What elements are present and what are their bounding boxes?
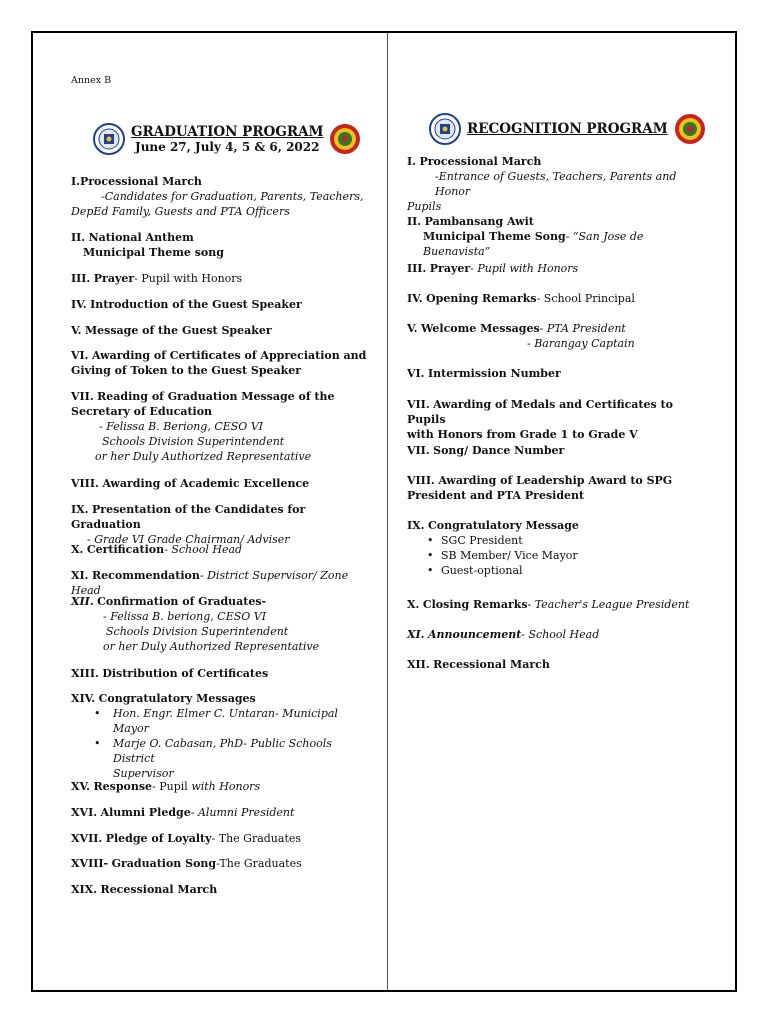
grad-item-10: X. Certification- School Head [71,543,243,556]
grad-item-3: III. Prayer- Pupil with Honors [71,272,243,285]
rec-item-2: II. Pambansang Awit Municipal Theme Song- “San Jose de Buenavista” [407,215,644,258]
grad-item-6: VI. Awarding of Certificates of Appreciation and Giving of Token to the Guest Speaker [71,349,367,377]
school-seal-icon [674,113,706,145]
school-seal-icon [329,123,361,155]
grad-item-12: XII. Confirmation of Graduates- - Felissa B. beriong, CESO VI Schools Division Superintendent or her Duly Authorized Representative [71,595,320,653]
graduation-date: June 27, July 4, 5 & 6, 2022 [135,140,320,154]
program-page [31,31,737,992]
recognition-title: RECOGNITION PROGRAM [467,121,668,137]
recognition-header [429,113,706,145]
grad-item-5: V. Message of the Guest Speaker [71,324,272,337]
rec-bullet: • Guest-optional [407,563,707,578]
rec-bullet: • SGC President [407,533,707,548]
rec-item-10: IX. Congratulatory Message • SGC President • SB Member/ Vice Mayor • Guest-optional [407,518,707,578]
rec-item-6: VI. Intermission Number [407,367,561,380]
grad-item-11: XI. Recommendation- District Supervisor/ Zone Head [71,569,349,597]
grad-item-13: XIII. Distribution of Certificates [71,667,269,680]
grad-item-15: XV. Response- Pupil with Honors [71,780,261,793]
rec-item-5: V. Welcome Messages- PTA President - Barangay Captain [407,322,635,350]
grad-bullet: • Marje O. Cabasan, PhD- Public Schools District Supervisor [71,736,376,781]
deped-seal-icon [93,123,125,155]
rec-item-11: X. Closing Remarks- Teacher's League President [407,598,690,611]
graduation-title: GRADUATION PROGRAM [131,124,324,140]
rec-bullet: • SB Member/ Vice Mayor [407,548,707,563]
grad-item-2: II. National Anthem Municipal Theme song [71,231,224,259]
graduation-header [93,123,361,155]
grad-item-17: XVII. Pledge of Loyalty- The Graduates [71,832,302,845]
grad-item-19: XIX. Recessional March [71,883,218,896]
rec-item-12: XI. Announcement- School Head [407,628,600,641]
rec-item-4: IV. Opening Remarks- School Principal [407,292,635,305]
grad-item-7: VII. Reading of Graduation Message of the Secretary of Education - Felissa B. Beriong, CESO VI Schools Division Superintendent or her Duly Authorized Representative [71,390,335,463]
rec-item-3: III. Prayer- Pupil with Honors [407,262,579,275]
grad-bullet: • Hon. Engr. Elmer C. Untaran- Municipal Mayor [71,706,376,736]
rec-item-1: I. Processional March -Entrance of Guests, Teachers, Parents and Honor Pupils [407,155,677,213]
grad-item-16: XVI. Alumni Pledge- Alumni President [71,806,295,819]
annex-label: Annex B [71,75,112,86]
rec-item-13: XII. Recessional March [407,658,550,671]
grad-item-9: IX. Presentation of the Candidates for Graduation - Grade VI Grade Chairman/ Adviser [71,503,306,546]
rec-item-7: VII. Awarding of Medals and Certificates to Pupils with Honors from Grade 1 to Grade V [407,398,673,441]
grad-item-1: I.Processional March -Candidates for Graduation, Parents, Teachers, DepEd Family, Guests and PTA Officers [71,175,364,218]
grad-item-8: VIII. Awarding of Academic Excellence [71,477,310,490]
grad-item-14: XIV. Congratulatory Messages • Hon. Engr. Elmer C. Untaran- Municipal Mayor • Marje O. Cabasan, PhD- Public Schools District Supervisor [71,691,376,781]
deped-seal-icon [429,113,461,145]
column-divider [387,33,388,990]
grad-item-18: XVIII- Graduation Song-The Graduates [71,857,302,870]
rec-item-8: VII. Song/ Dance Number [407,444,565,457]
rec-item-9: VIII. Awarding of Leadership Award to SPG President and PTA President [407,474,673,502]
grad-item-4: IV. Introduction of the Guest Speaker [71,298,302,311]
